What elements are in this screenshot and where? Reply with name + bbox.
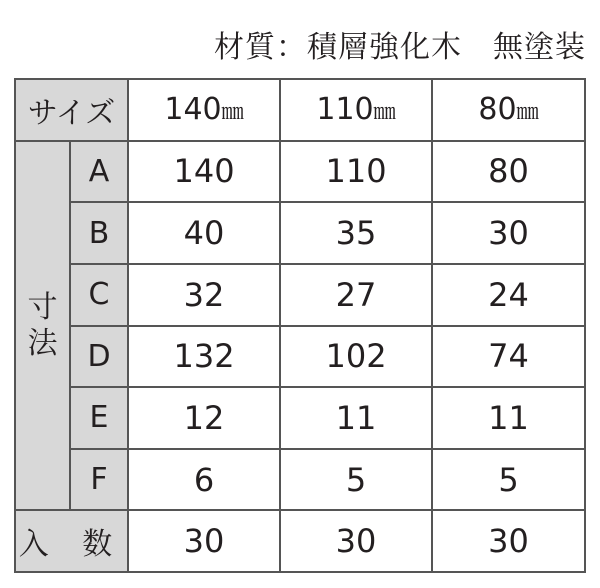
dimension-value: 27: [280, 264, 432, 326]
dimension-value: 110: [280, 141, 432, 203]
dimension-row-d: [15, 326, 585, 388]
dimension-value: 140: [128, 141, 280, 203]
size-column-140: [128, 79, 280, 141]
dimension-key: D: [70, 326, 128, 388]
size-column-80: [432, 79, 585, 141]
dimension-value: 30: [432, 202, 585, 264]
quantity-label: 入 数: [15, 510, 128, 572]
dimension-value: 12: [128, 387, 280, 449]
dimension-key: A: [70, 141, 128, 203]
dimension-key: B: [70, 202, 128, 264]
dimension-value: 5: [280, 449, 432, 511]
dimension-value: 5: [432, 449, 585, 511]
dimension-key: F: [70, 449, 128, 511]
dimension-value: 80: [432, 141, 585, 203]
dimension-key: C: [70, 264, 128, 326]
dimension-value: 32: [128, 264, 280, 326]
dimension-value: 35: [280, 202, 432, 264]
dimension-value: 11: [280, 387, 432, 449]
size-header-cell: サイズ: [15, 79, 128, 141]
size-unit: ㎜: [221, 100, 244, 126]
quantity-value: 30: [128, 510, 280, 572]
dimensions-label-bottom: 法: [27, 325, 58, 361]
dimension-value: 74: [432, 326, 585, 388]
dimension-row-a: [15, 141, 585, 203]
dimension-row-f: [15, 449, 585, 511]
dimension-row-b: [15, 202, 585, 264]
dimension-row-c: [15, 264, 585, 326]
dimensions-label-top: 寸: [27, 289, 58, 325]
size-value: 80: [478, 92, 517, 128]
quantity-value: 30: [432, 510, 585, 572]
material-caption: 材質：積層強化木 無塗装: [214, 30, 586, 65]
dimension-value: 132: [128, 326, 280, 388]
quantity-value: 30: [280, 510, 432, 572]
dimension-value: 40: [128, 202, 280, 264]
size-spec-table: [14, 78, 586, 573]
quantity-row: [15, 510, 585, 572]
size-value: 140: [164, 92, 222, 128]
size-column-110: [280, 79, 432, 141]
dimension-row-e: [15, 387, 585, 449]
size-unit: ㎜: [373, 100, 396, 126]
size-value: 110: [316, 92, 374, 128]
dimension-value: 102: [280, 326, 432, 388]
dimensions-group-label: [15, 141, 70, 511]
header-row: [15, 79, 585, 141]
dimension-key: E: [70, 387, 128, 449]
dimension-value: 6: [128, 449, 280, 511]
size-unit: ㎜: [516, 100, 539, 126]
dimension-value: 11: [432, 387, 585, 449]
dimension-value: 24: [432, 264, 585, 326]
